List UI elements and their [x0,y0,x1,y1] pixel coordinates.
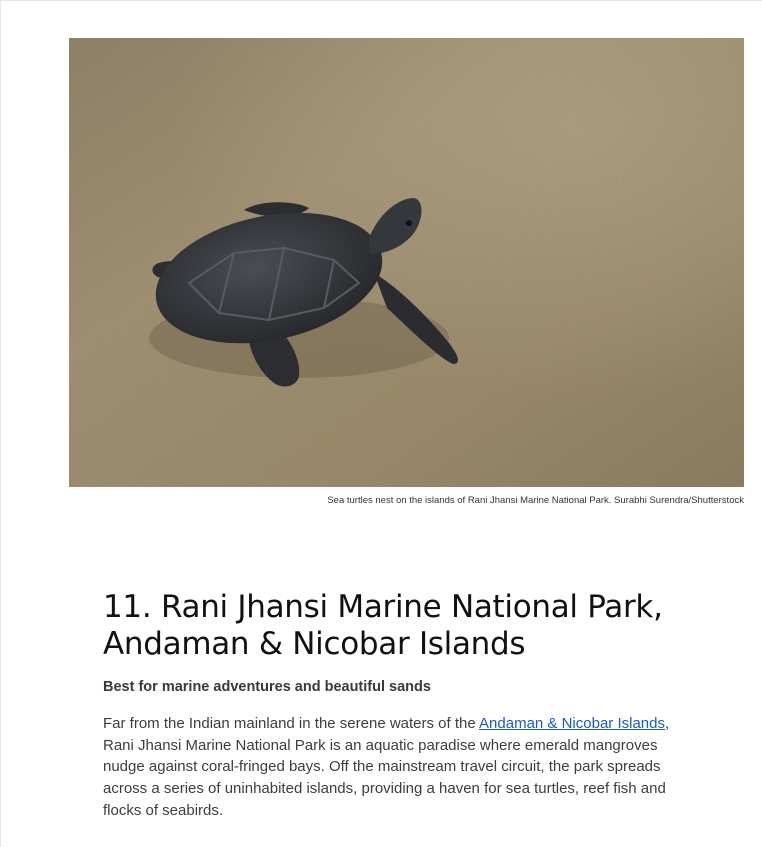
section-paragraph [103,713,703,822]
paragraph-rest: , Rani Jhansi Marine National Park is an aquatic paradise where emerald mangroves nudge against coral-fringed bays. Off the mainstream travel circuit, the park spreads across a series of uninhabited islands, providing a haven for sea turtles, reef fish and flocks of seabirds. [103,715,670,819]
section-heading [103,589,703,663]
paragraph-lead: Far from the Indian mainland in the serene waters of the [103,715,480,732]
image-caption: Sea turtles nest on the islands of Rani Jhansi Marine National Park. Surabhi Surendra/Shutterstock [327,495,744,506]
article-section [103,589,703,822]
heading-line-2: Andaman & Nicobar Islands [103,626,526,662]
andaman-nicobar-link[interactable]: Andaman & Nicobar Islands [479,715,665,732]
section-subtitle: Best for marine adventures and beautiful sands [103,679,431,695]
heading-line-1: 11. Rani Jhansi Marine National Park, [103,589,663,625]
hero-image [69,38,744,487]
sea-turtle-photo [69,38,744,487]
